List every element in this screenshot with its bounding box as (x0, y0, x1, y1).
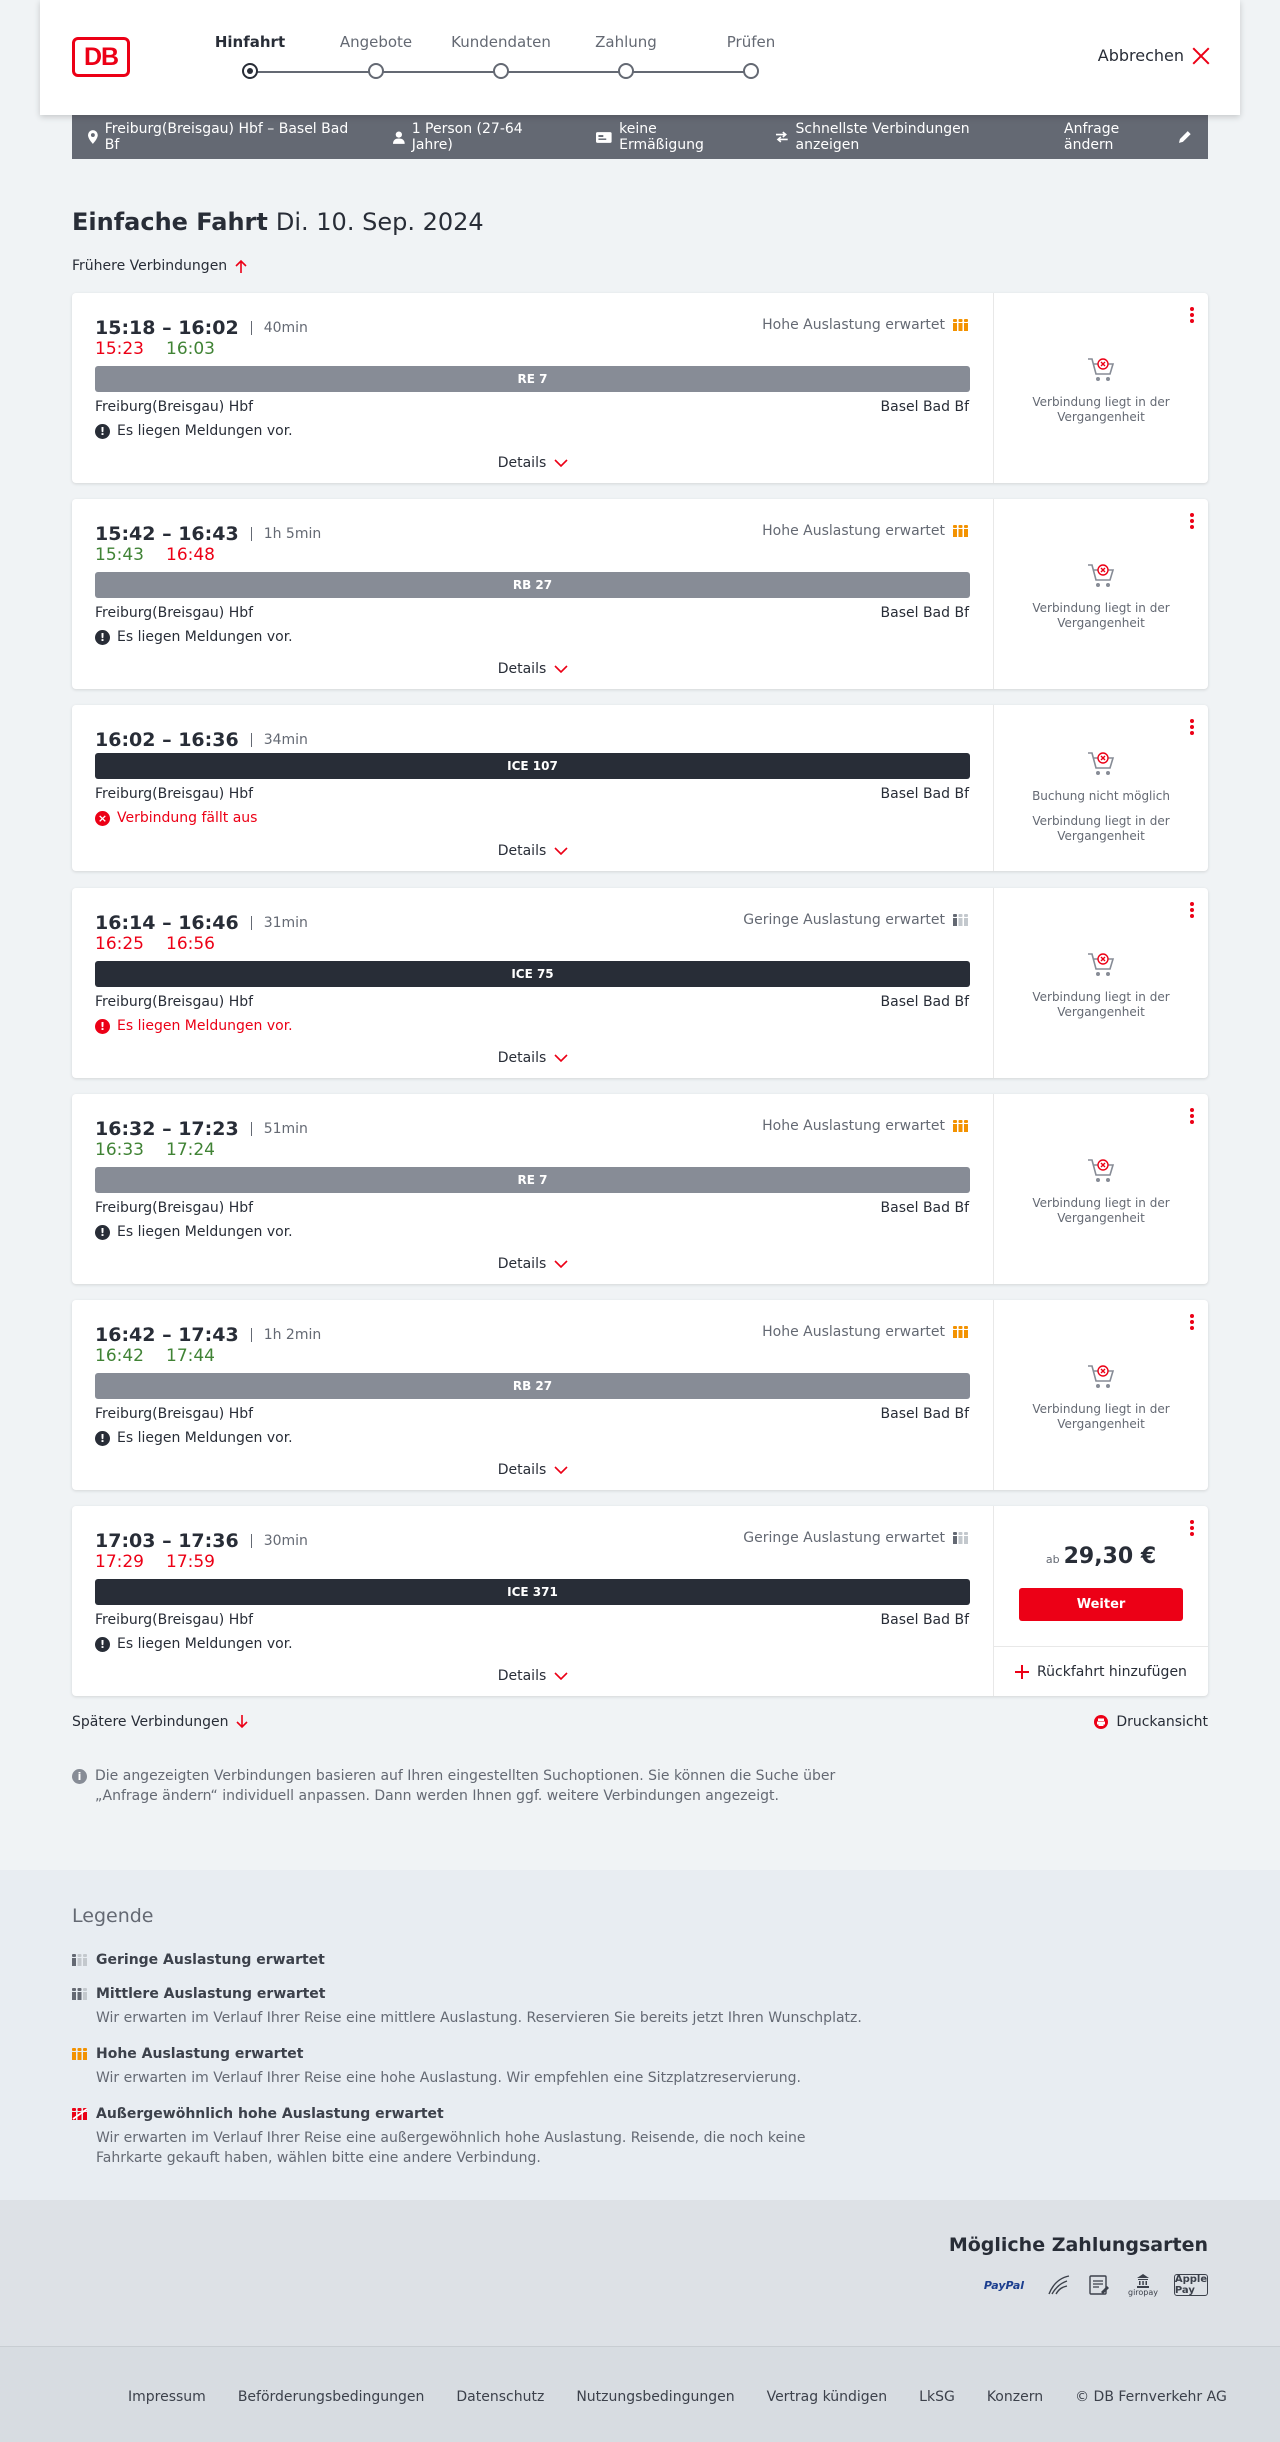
progress-step-dot (743, 63, 759, 79)
arrival-station: Basel Bad Bf (880, 1406, 969, 1422)
connection-main[interactable] (72, 1094, 994, 1284)
connection-card (72, 1300, 1208, 1490)
price-prefix: ab (1045, 1553, 1060, 1566)
connection-main[interactable] (72, 888, 994, 1078)
details-toggle[interactable] (72, 1668, 994, 1684)
realtime-times (95, 1552, 237, 1572)
booking-status-text: Verbindung liegt in der Vergangenheit (1032, 990, 1170, 1019)
realtime-departure: 15:43 (95, 545, 144, 565)
departure-arrival-times: 17:03 – 17:36 (95, 1530, 239, 1552)
more-options-icon[interactable] (1190, 1314, 1194, 1332)
departure-arrival-times: 16:42 – 17:43 (95, 1324, 239, 1346)
progress-step-2 (306, 33, 446, 53)
occupancy-icon (953, 319, 969, 331)
booking-status-text: Verbindung liegt in der Vergangenheit (1032, 601, 1170, 630)
paypal-icon: PayPal (983, 2278, 1025, 2292)
connection-main[interactable] (72, 1506, 994, 1696)
connection-main[interactable] (72, 1300, 994, 1490)
progress-step-dot (368, 63, 384, 79)
connection-message-text: Es liegen Meldungen vor. (117, 423, 293, 439)
db-logo[interactable]: DB (72, 37, 130, 77)
departure-arrival-times: 15:18 – 16:02 (95, 317, 239, 339)
progress-step-5 (681, 33, 821, 53)
booking-status-text: Verbindung liegt in der Vergangenheit (1032, 1196, 1170, 1225)
details-toggle[interactable] (72, 1256, 994, 1272)
arrival-station: Basel Bad Bf (880, 1200, 969, 1216)
arrow-up-icon (235, 259, 247, 273)
travel-duration: 30min (251, 1534, 308, 1548)
option-summary (775, 121, 1032, 153)
realtime-arrival: 17:59 (166, 1552, 215, 1572)
earlier-connections-label: Frühere Verbindungen (72, 258, 228, 274)
payment-methods-section (0, 2200, 1280, 2346)
connection-message (95, 629, 293, 645)
legend-item-description: Wir erwarten im Verlauf Ihrer Reise eine mittlere Auslastung. Reservieren Sie bereits jetzt Ihren Wunschplatz. (96, 2010, 862, 2026)
edit-request-button[interactable] (1064, 121, 1192, 153)
details-label: Details (497, 1668, 547, 1684)
connection-times (95, 1530, 308, 1552)
travel-duration: 31min (251, 916, 308, 930)
cart-unavailable-icon (1085, 353, 1117, 385)
more-options-icon[interactable] (1190, 719, 1194, 737)
giropay-label: giropay (1127, 2287, 1159, 2297)
realtime-departure: 15:23 (95, 339, 144, 359)
continue-button[interactable]: Weiter (1019, 1588, 1183, 1621)
booking-status-text: Buchung nicht möglich (1032, 789, 1170, 803)
connection-message (95, 1430, 293, 1446)
later-connections-link[interactable] (72, 1714, 248, 1730)
progress-step-label: Angebote (339, 33, 413, 51)
legend-item-title: Hohe Auslastung erwartet (96, 2046, 304, 2062)
applepay-icon: Apple Pay (1174, 2274, 1208, 2296)
footer-link[interactable]: Nutzungsbedingungen (576, 2389, 735, 2405)
connection-times (95, 317, 308, 339)
alert-icon: ! (95, 630, 110, 645)
search-info-note (72, 1766, 842, 1806)
realtime-departure: 16:33 (95, 1140, 144, 1160)
train-line-bar[interactable]: ICE 75 (95, 961, 970, 987)
swap-arrows-icon (775, 131, 789, 143)
connection-message (95, 1018, 293, 1034)
connection-times (95, 1118, 308, 1140)
cancel-label: Abbrechen (1097, 46, 1184, 65)
departure-station: Freiburg(Breisgau) Hbf (95, 605, 254, 621)
connection-message (95, 1224, 293, 1240)
departure-station: Freiburg(Breisgau) Hbf (95, 1200, 254, 1216)
footer-link[interactable]: Beförderungsbedingungen (237, 2389, 425, 2405)
travel-duration: 40min (251, 321, 308, 335)
booking-panel (994, 1300, 1208, 1490)
details-toggle[interactable] (72, 661, 994, 677)
edit-request-label: Anfrage ändern (1064, 121, 1120, 153)
connection-message-text: Es liegen Meldungen vor. (117, 1018, 293, 1034)
progress-step-dot (242, 63, 258, 79)
train-line-bar[interactable]: RB 27 (95, 1373, 970, 1399)
chevron-down-icon (554, 665, 568, 673)
route-text: Freiburg(Breisgau) Hbf – Basel Bad Bf (104, 121, 349, 153)
occupancy-label: Hohe Auslastung erwartet (762, 1324, 945, 1340)
departure-station: Freiburg(Breisgau) Hbf (95, 399, 254, 415)
footer-link[interactable]: © DB Fernverkehr AG (1075, 2389, 1227, 2405)
arrival-station: Basel Bad Bf (880, 994, 969, 1010)
occupancy-forecast[interactable] (762, 1324, 969, 1340)
connection-main[interactable] (72, 499, 994, 689)
booking-header (40, 0, 1240, 115)
chevron-down-icon (554, 1672, 568, 1680)
legend-title: Legende (72, 1905, 154, 1927)
occupancy-forecast[interactable] (743, 1530, 969, 1546)
departure-station: Freiburg(Breisgau) Hbf (95, 786, 254, 802)
connection-card (72, 499, 1208, 689)
occupancy-label: Geringe Auslastung erwartet (743, 912, 945, 928)
progress-step-1 (180, 33, 320, 53)
more-options-icon[interactable] (1190, 1520, 1194, 1538)
details-label: Details (497, 1462, 547, 1478)
legend-item-high (72, 2046, 872, 2088)
departure-station: Freiburg(Breisgau) Hbf (95, 1406, 254, 1422)
departure-arrival-times: 16:14 – 16:46 (95, 912, 239, 934)
details-label: Details (497, 661, 547, 677)
progress-step-label: Kundendaten (451, 33, 551, 51)
person-icon (393, 131, 405, 144)
departure-arrival-times: 16:02 – 16:36 (95, 729, 239, 751)
connection-card (72, 293, 1208, 483)
occupancy-mid-icon (72, 1988, 88, 2000)
connection-card (72, 888, 1208, 1078)
occupancy-label: Hohe Auslastung erwartet (762, 1118, 945, 1134)
booking-panel (994, 1506, 1208, 1696)
progress-step-label: Prüfen (726, 33, 776, 51)
departure-arrival-times: 15:42 – 16:43 (95, 523, 239, 545)
legend-item-title: Mittlere Auslastung erwartet (96, 1986, 326, 2002)
creditcard-icon (1046, 2272, 1072, 2298)
price-value: 29,30 € (1063, 1544, 1157, 1569)
realtime-times (95, 1140, 237, 1160)
alert-icon: ! (95, 1019, 110, 1034)
footer-link[interactable]: LkSG (919, 2389, 955, 2405)
cart-unavailable-icon (1085, 1360, 1117, 1392)
price (994, 1544, 1208, 1569)
connection-times (95, 1324, 321, 1346)
connection-main[interactable] (72, 705, 994, 871)
booking-status-text: Verbindung liegt in der Vergangenheit (1032, 1402, 1170, 1431)
realtime-arrival: 17:24 (166, 1140, 215, 1160)
train-line-bar[interactable]: RB 27 (95, 572, 970, 598)
train-line-bar[interactable]: ICE 107 (95, 753, 970, 779)
booking-panel (994, 705, 1208, 871)
departure-arrival-times: 16:32 – 17:23 (95, 1118, 239, 1140)
details-toggle[interactable] (72, 1050, 994, 1066)
footer-link[interactable]: Konzern (986, 2389, 1044, 2405)
progress-step-3 (431, 33, 571, 53)
persons-summary (393, 121, 565, 153)
occupancy-icon (953, 1532, 969, 1544)
chevron-down-icon (554, 1260, 568, 1268)
occupancy-forecast[interactable] (762, 317, 969, 333)
trip-type: Einfache Fahrt (72, 208, 268, 236)
later-connections-label: Spätere Verbindungen (72, 1714, 229, 1730)
booking-status-text: Verbindung liegt in der Vergangenheit (1032, 814, 1170, 843)
footer-link[interactable]: Datenschutz (456, 2389, 545, 2405)
occupancy-icon (953, 914, 969, 926)
connection-times (95, 729, 308, 751)
progress-step-label: Hinfahrt (214, 33, 286, 51)
connection-times (95, 912, 308, 934)
realtime-arrival: 17:44 (166, 1346, 215, 1366)
booking-status-text: Verbindung liegt in der Vergangenheit (1032, 395, 1170, 424)
more-options-icon[interactable] (1190, 513, 1194, 531)
more-options-icon[interactable] (1190, 307, 1194, 325)
location-pin-icon (88, 130, 98, 144)
chevron-down-icon (554, 847, 568, 855)
connection-message (95, 423, 293, 439)
legend-section (0, 1870, 1280, 2200)
details-label: Details (497, 843, 547, 859)
option-text: Schnellste Verbindungen anzeigen (795, 121, 970, 153)
departure-station: Freiburg(Breisgau) Hbf (95, 1612, 254, 1628)
footer-link[interactable]: Impressum (128, 2389, 206, 2405)
add-return-label: Rückfahrt hinzufügen (1037, 1663, 1187, 1680)
sepa-icon (1086, 2272, 1112, 2298)
connection-times (95, 523, 321, 545)
search-info-text: Die angezeigten Verbindungen basieren auf Ihren eingestellten Suchoptionen. Sie können die Suche über „Anfrage ändern“ individuell anpassen. Dann werden Ihnen ggf. weitere Verbindungen angezeigt. (95, 1768, 836, 1804)
travel-duration: 1h 5min (251, 527, 322, 541)
occupancy-label: Hohe Auslastung erwartet (762, 523, 945, 539)
train-line-bar[interactable]: RE 7 (95, 1167, 970, 1193)
details-toggle[interactable] (72, 455, 994, 471)
occupancy-label: Geringe Auslastung erwartet (743, 1530, 945, 1546)
bahncard-icon (596, 132, 612, 143)
footer-link[interactable]: Vertrag kündigen (766, 2389, 888, 2405)
occupancy-icon (953, 525, 969, 537)
search-summary-bar (72, 115, 1208, 159)
legend-item-extreme (72, 2106, 872, 2168)
progress-step-dot (493, 63, 509, 79)
trip-date: Di. 10. Sep. 2024 (275, 208, 484, 236)
giropay-icon (1126, 2272, 1160, 2298)
travel-duration: 51min (251, 1122, 308, 1136)
details-label: Details (497, 455, 547, 471)
realtime-departure: 17:29 (95, 1552, 144, 1572)
occupancy-extreme-icon (72, 2108, 88, 2120)
chevron-down-icon (554, 459, 568, 467)
realtime-times (95, 545, 237, 565)
alert-icon: ! (95, 424, 110, 439)
close-icon (1192, 47, 1210, 65)
connection-card (72, 1094, 1208, 1284)
payment-title: Mögliche Zahlungsarten (948, 2234, 1208, 2256)
booking-panel (994, 499, 1208, 689)
details-label: Details (497, 1050, 547, 1066)
discount-summary (596, 121, 742, 153)
arrival-station: Basel Bad Bf (880, 399, 969, 415)
legend-item-title: Außergewöhnlich hohe Auslastung erwartet (96, 2106, 444, 2122)
connection-message-text: Es liegen Meldungen vor. (117, 1636, 293, 1652)
cart-unavailable-icon (1085, 559, 1117, 591)
pencil-icon (1178, 130, 1192, 144)
cancel-button[interactable] (1098, 46, 1210, 65)
print-view-link[interactable] (1094, 1714, 1208, 1730)
alert-icon: ! (95, 1225, 110, 1240)
realtime-times (95, 339, 237, 359)
print-view-label: Druckansicht (1116, 1714, 1208, 1730)
cart-unavailable-icon (1085, 948, 1117, 980)
connection-message (95, 810, 257, 826)
travel-duration: 1h 2min (251, 1328, 322, 1342)
occupancy-label: Hohe Auslastung erwartet (762, 317, 945, 333)
connection-message-text: Verbindung fällt aus (117, 810, 258, 826)
arrival-station: Basel Bad Bf (880, 786, 969, 802)
departure-station: Freiburg(Breisgau) Hbf (95, 994, 254, 1010)
legend-item-title: Geringe Auslastung erwartet (96, 1952, 325, 1968)
realtime-departure: 16:42 (95, 1346, 144, 1366)
travel-duration: 34min (251, 733, 308, 747)
occupancy-high-icon (72, 2048, 88, 2060)
arrow-down-icon (236, 1715, 248, 1729)
train-line-bar[interactable]: RE 7 (95, 366, 970, 392)
connection-card (72, 1506, 1208, 1696)
arrival-station: Basel Bad Bf (880, 605, 969, 621)
connection-message-text: Es liegen Meldungen vor. (117, 1224, 293, 1240)
legend-item-low (72, 1952, 872, 1968)
chevron-down-icon (554, 1054, 568, 1062)
realtime-times (95, 934, 237, 954)
alert-icon: ! (95, 1637, 110, 1652)
more-options-icon[interactable] (1190, 902, 1194, 920)
realtime-arrival: 16:48 (166, 545, 215, 565)
persons-text: 1 Person (27-64 Jahre) (411, 121, 523, 153)
cart-unavailable-icon (1085, 1154, 1117, 1186)
add-return-trip-button[interactable] (994, 1646, 1208, 1696)
discount-text: keine Ermäßigung (619, 121, 704, 153)
booking-panel (994, 888, 1208, 1078)
occupancy-icon (953, 1326, 969, 1338)
occupancy-forecast[interactable] (743, 912, 969, 928)
progress-step-label: Zahlung (595, 33, 657, 51)
occupancy-icon (953, 1120, 969, 1132)
connection-card (72, 705, 1208, 871)
cart-unavailable-icon (1085, 747, 1117, 779)
details-toggle[interactable] (72, 1462, 994, 1478)
legend-item-description: Wir erwarten im Verlauf Ihrer Reise eine außergewöhnlich hohe Auslastung. Reisende, die noch keine Fahrkarte gekauft haben, wählen bitte eine andere Verbindung. (96, 2130, 806, 2166)
details-label: Details (497, 1256, 547, 1272)
connection-message-text: Es liegen Meldungen vor. (117, 1430, 293, 1446)
connection-message (95, 1636, 293, 1652)
site-footer (0, 2346, 1280, 2442)
cancel-circle-icon: × (95, 811, 110, 826)
realtime-arrival: 16:56 (166, 934, 215, 954)
connection-message-text: Es liegen Meldungen vor. (117, 629, 293, 645)
page-title (72, 208, 484, 236)
legend-item-description: Wir erwarten im Verlauf Ihrer Reise eine hohe Auslastung. Wir empfehlen eine Sitzplatzreservierung. (96, 2070, 801, 2086)
alert-icon: ! (95, 1431, 110, 1446)
more-options-icon[interactable] (1190, 1108, 1194, 1126)
train-line-bar[interactable]: ICE 371 (95, 1579, 970, 1605)
legend-item-mid (72, 1986, 872, 2028)
occupancy-low-icon (72, 1954, 88, 1966)
route-summary (88, 121, 361, 153)
progress-step-4 (556, 33, 696, 53)
realtime-arrival: 16:03 (166, 339, 215, 359)
plus-icon (1015, 1665, 1029, 1679)
arrival-station: Basel Bad Bf (880, 1612, 969, 1628)
realtime-times (95, 1346, 237, 1366)
info-icon: i (72, 1769, 87, 1784)
booking-panel (994, 1094, 1208, 1284)
details-toggle[interactable] (72, 843, 994, 859)
booking-panel (994, 293, 1208, 483)
occupancy-forecast[interactable] (762, 1118, 969, 1134)
earlier-connections-link[interactable] (72, 258, 247, 274)
occupancy-forecast[interactable] (762, 523, 969, 539)
connection-main[interactable] (72, 293, 994, 483)
chevron-down-icon (554, 1466, 568, 1474)
printer-icon (1094, 1715, 1108, 1729)
progress-step-dot (618, 63, 634, 79)
realtime-departure: 16:25 (95, 934, 144, 954)
